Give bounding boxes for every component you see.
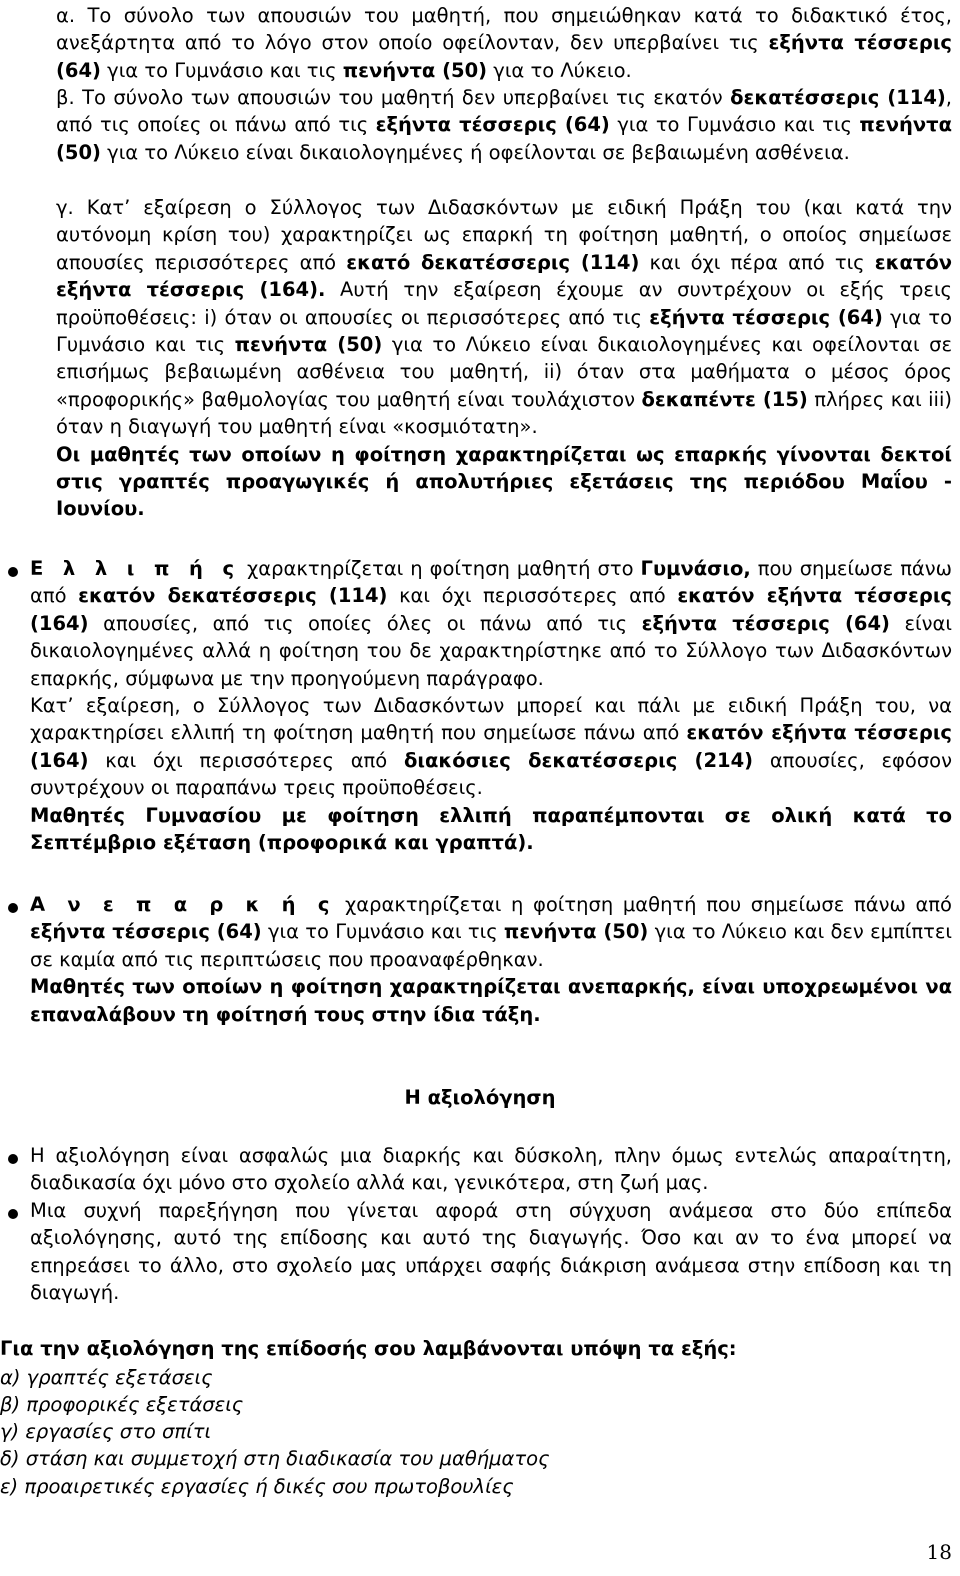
paragraph-b: [56, 84, 952, 166]
bold-text: εξήντα τέσσερις (64): [56, 31, 952, 82]
text: β. Το σύνολο των απουσιών του μαθητή δεν υπερβαίνει τις εκατόν: [56, 86, 731, 109]
term-label: Α ν ε π α ρ κ ή ς: [30, 893, 336, 916]
text: για το Γυμνάσιο και τις: [261, 920, 504, 944]
bullet-ellipis: [30, 555, 952, 856]
bold-text: εκατό δεκατέσσερις (114): [346, 250, 640, 274]
bullet-icon: [8, 903, 18, 913]
text: Κατ’ εξαίρεση, ο Σύλλογος των Διδασκόντων μπορεί και πάλι με ειδική Πράξη του, να χαρακτηρίσει ελλιπή τη φοίτηση μαθητή που σημείωσε πάνω από: [30, 694, 952, 745]
text: για το Γυμνάσιο και τις: [100, 58, 343, 82]
bold-text: πενήντα (50): [56, 113, 952, 164]
section-heading: Η αξιολόγηση: [404, 1086, 556, 1109]
bullet-icon: [8, 1154, 18, 1164]
list-item: α) γραπτές εξετάσεις: [0, 1366, 213, 1389]
text: πλήρες και iii) όταν η διαγωγή του μαθητή είναι «κοσμιότατη».: [56, 387, 952, 439]
text: που σημείωσε πάνω από: [30, 557, 953, 608]
paragraph-c: [56, 194, 952, 523]
bold-text: εξήντα τέσσερις (64): [375, 113, 610, 137]
text: γ. Κατ’ εξαίρεση ο Σύλλογος των Διδασκόντων με ειδική Πράξη του (και κατά την αυτόνομη κρίση του) χαρακτηρίζει ως επαρκή τη φοίτηση μαθητή, ο οποίος σημείωσε απουσίες περισσότερες από: [56, 196, 952, 274]
text: απουσίες, εφόσον συντρέχουν οι παραπάνω τρεις προϋποθέσεις.: [30, 748, 952, 800]
bullet-icon: [8, 567, 18, 577]
text: και όχι περισσότερες από: [88, 748, 404, 772]
eval-bullet-1: Η αξιολόγηση είναι ασφαλώς μια διαρκής και δύσκολη, πλην όμως εντελώς απαραίτητη, διαδικασία όχι μόνο στο σχολείο αλλά και, γενικότερα, στη ζωή μας.: [30, 1144, 952, 1195]
eval-bullet-2: Μια συχνή παρεξήγηση που γίνεται αφορά στη σύγχυση ανάμεσα στο δύο επίπεδα αξιολόγησης, αυτό της επίδοσης και αυτό της διαγωγής. Όσο και αν το ένα μπορεί να επηρεάσει το άλλο, στο σχολείο μας υπάρχει σαφής διάκριση ανάμεσα στην επίδοση και τη διαγωγή.: [30, 1199, 952, 1305]
bold-text: εξήντα τέσσερις (64): [30, 920, 262, 944]
text: για το Γυμνάσιο και τις: [56, 305, 952, 357]
text: , από τις οποίες οι πάνω από τις: [56, 86, 952, 137]
bold-text: διακόσιες δεκατέσσερις (214): [403, 748, 754, 772]
text: και όχι περισσότερες από: [387, 584, 678, 608]
bold-conclusion: Οι μαθητές των οποίων η φοίτηση χαρακτηρίζεται ως επαρκής γίνονται δεκτοί στις γραπτές προαγωγικές ή απολυτήριες εξετάσεις της περιόδου Μαΐου - Ιουνίου.: [56, 442, 952, 521]
text: είναι δικαιολογημένες αλλά η φοίτηση του δε χαρακτηρίστηκε από το Σύλλογο των Διδασκόντων επαρκής, σύμφωνα με την προηγούμενη παράγραφο.: [30, 611, 952, 690]
bold-text: δεκαπέντε (15): [641, 387, 808, 411]
bold-text: πενήντα (50): [342, 58, 488, 82]
term-label: Ε λ λ ι π ή ς: [30, 557, 241, 580]
text: για το Λύκειο.: [487, 58, 632, 82]
list-item: β) προφορικές εξετάσεις: [0, 1393, 244, 1416]
text: για το Λύκειο είναι δικαιολογημένες και οφείλονται σε επισήμως βεβαιωμένη ασθένεια του μαθητή, ii) όταν στα μαθήματα ο μέσος όρος «προφορικής» βαθμολογίας του μαθητή είναι τουλάχιστον: [56, 333, 952, 411]
bold-conclusion: Μαθητές Γυμνασίου με φοίτηση ελλιπή παραπέμπονται σε ολική κατά το Σεπτέμβριο εξέταση (προφορικά και γραπτά).: [30, 803, 952, 855]
text: χαρακτηρίζεται η φοίτηση μαθητή που σημείωσε πάνω από: [335, 893, 952, 916]
bold-text: Γυμνάσιο,: [640, 557, 751, 580]
bold-conclusion: Μαθητές των οποίων η φοίτηση χαρακτηρίζεται ανεπαρκής, είναι υποχρεωμένοι να επαναλάβουν τη φοίτησή τους στην ίδια τάξη.: [30, 975, 952, 1026]
list-item: ε) προαιρετικές εργασίες ή δικές σου πρωτοβουλίες: [0, 1475, 514, 1498]
list-item: γ) εργασίες στο σπίτι: [0, 1420, 212, 1443]
bold-text: εκατόν εξήντα τέσσερις (164): [30, 584, 952, 635]
text: χαρακτηρίζεται η φοίτηση μαθητή στο: [240, 557, 641, 580]
bold-text: δεκατέσσερις (114): [730, 86, 946, 109]
text: για το Λύκειο και δεν εμπίπτει σε καμία από τις περιπτώσεις που προαναφέρθηκαν.: [30, 920, 952, 971]
text: για το Γυμνάσιο και τις: [609, 113, 860, 137]
bullet-icon: [8, 1209, 18, 1219]
bold-text: πενήντα (50): [503, 920, 649, 944]
text: και όχι πέρα από τις: [639, 250, 875, 274]
paragraph-a: [56, 2, 952, 84]
bold-text: εξήντα τέσσερις (64): [641, 611, 890, 635]
text: απουσίες, από τις οποίες όλες οι πάνω από τις: [88, 611, 642, 635]
bold-text: εκατόν εξήντα τέσσερις (164).: [56, 250, 953, 302]
text: Αυτή την εξαίρεση έχουμε αν συντρέχουν οι εξής τρεις προϋποθέσεις: i) όταν οι απουσίες οι περισσότερες από τις: [56, 278, 952, 329]
bold-text: πενήντα (50): [234, 333, 383, 357]
bold-text: εκατόν εξήντα τέσσερις (164): [30, 721, 952, 772]
bold-text: εξήντα τέσσερις (64): [649, 305, 883, 329]
bold-text: εκατόν δεκατέσσερις (114): [78, 584, 388, 608]
text: α. Το σύνολο των απουσιών του μαθητή, που σημειώθηκαν κατά το διδακτικό έτος, ανεξάρτητα από το λόγο στον οποίο οφείλονταν, δεν υπερβαίνει τις: [56, 4, 952, 55]
list-item: δ) στάση και συμμετοχή στη διαδικασία του μαθήματος: [0, 1447, 550, 1470]
text: για το Λύκειο είναι δικαιολογημένες ή οφείλονται σε βεβαιωμένη ασθένεια.: [100, 140, 850, 164]
page-number: 18: [926, 1540, 952, 1564]
bullet-anepar: [30, 891, 952, 1028]
section-title: Για την αξιολόγηση της επίδοσής σου λαμβάνονται υπόψη τα εξής:: [0, 1337, 737, 1360]
